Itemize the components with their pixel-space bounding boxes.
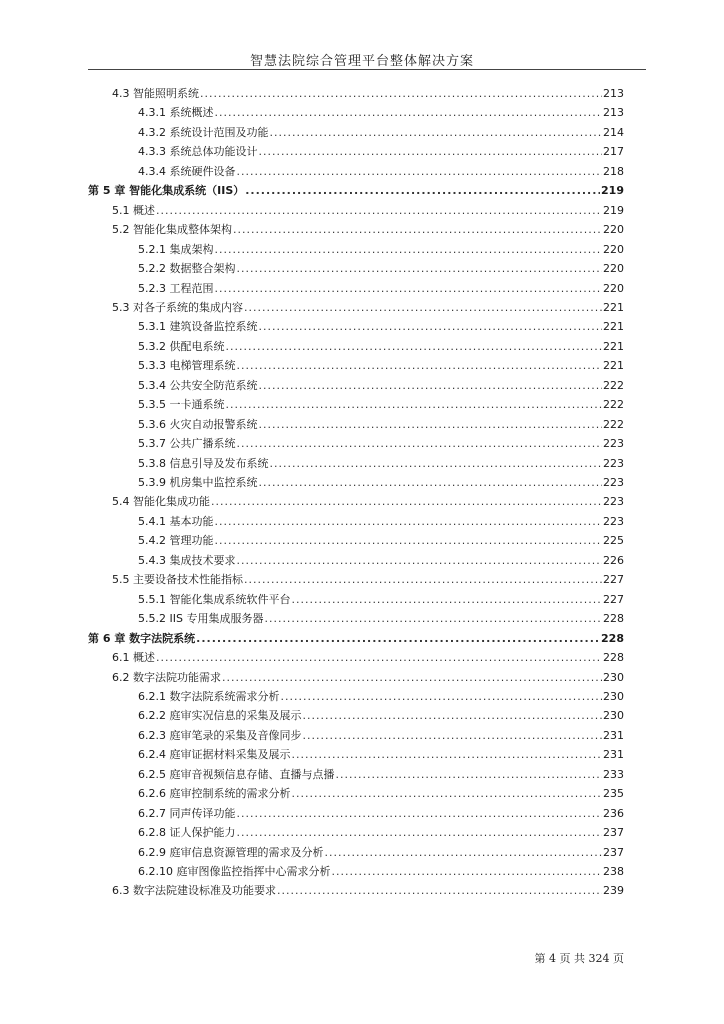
toc-entry-page: 214 (603, 126, 624, 139)
toc-entry[interactable] (88, 183, 624, 199)
toc-entry[interactable] (138, 689, 624, 705)
toc-entry-label: 5.2.2 数据整合架构 (138, 262, 236, 275)
toc-leader-dots (259, 319, 603, 335)
toc-leader-dots (237, 261, 603, 277)
toc-entry[interactable] (138, 747, 624, 763)
toc-leader-dots (200, 86, 602, 102)
toc-entry-label: 6.2.5 庭审音视频信息存储、直播与点播 (138, 768, 335, 781)
toc-entry-label: 5.4.1 基本功能 (138, 515, 214, 528)
toc-entry-label: 4.3.2 系统设计范围及功能 (138, 126, 269, 139)
toc-entry-label: 6.2.6 庭审控制系统的需求分析 (138, 787, 291, 800)
toc-entry-label: 6.2.1 数字法院系统需求分析 (138, 690, 280, 703)
toc-entry[interactable] (138, 767, 624, 783)
toc-leader-dots (237, 358, 603, 374)
toc-leader-dots (292, 747, 603, 763)
toc-entry-page: 228 (603, 651, 624, 664)
toc-entry-page: 235 (603, 787, 624, 800)
toc-entry-label: 5.3 对各子系统的集成内容 (112, 301, 243, 314)
toc-entry-page: 227 (603, 573, 624, 586)
toc-leader-dots (215, 242, 603, 258)
toc-entry[interactable] (112, 670, 624, 686)
toc-leader-dots (324, 845, 602, 861)
toc-entry-page: 219 (601, 184, 624, 197)
document-header-title: 智慧法院综合管理平台整体解决方案 (249, 54, 474, 69)
toc-entry[interactable] (138, 864, 624, 880)
toc-entry-page: 228 (601, 632, 624, 645)
toc-entry[interactable] (138, 261, 624, 277)
toc-leader-dots (270, 125, 603, 141)
toc-leader-dots (233, 222, 602, 238)
toc-entry[interactable] (138, 105, 624, 121)
toc-entry-page: 221 (603, 359, 624, 372)
toc-entry-page: 213 (603, 87, 624, 100)
toc-entry-page: 223 (603, 515, 624, 528)
toc-entry-label: 5.3.8 信息引导及发布系统 (138, 457, 269, 470)
toc-entry-label: 5.2.3 工程范围 (138, 282, 214, 295)
toc-entry[interactable] (138, 806, 624, 822)
toc-entry-page: 226 (603, 554, 624, 567)
toc-leader-dots (244, 300, 602, 316)
toc-leader-dots (259, 144, 603, 160)
toc-entry-page: 237 (603, 846, 624, 859)
toc-leader-dots (281, 689, 603, 705)
toc-entry-label: 4.3.1 系统概述 (138, 106, 214, 119)
toc-leader-dots (226, 397, 603, 413)
toc-leader-dots (156, 650, 602, 666)
toc-entry-page: 227 (603, 593, 624, 606)
toc-entry[interactable] (138, 339, 624, 355)
toc-leader-dots (226, 339, 603, 355)
toc-entry-label: 6.2.2 庭审实况信息的采集及展示 (138, 709, 302, 722)
toc-entry-page: 237 (603, 826, 624, 839)
toc-entry-label: 5.3.7 公共广播系统 (138, 437, 236, 450)
toc-entry[interactable] (112, 300, 624, 316)
toc-leader-dots (270, 456, 603, 472)
toc-entry-page: 239 (603, 884, 624, 897)
toc-entry-label: 4.3 智能照明系统 (112, 87, 199, 100)
toc-leader-dots (215, 514, 603, 530)
toc-entry[interactable] (112, 494, 624, 510)
toc-entry-page: 223 (603, 437, 624, 450)
toc-entry-page: 223 (603, 476, 624, 489)
toc-leader-dots (264, 611, 602, 627)
toc-leader-dots (211, 494, 602, 510)
toc-leader-dots (292, 592, 603, 608)
page-number-footer: 第 4 页 共 324 页 (534, 952, 624, 965)
toc-entry-page: 220 (603, 282, 624, 295)
toc-entry-label: 5.3.6 火灾自动报警系统 (138, 418, 258, 431)
toc-leader-dots (259, 475, 603, 491)
toc-entry-page: 221 (603, 340, 624, 353)
toc-entry-page: 231 (603, 729, 624, 742)
toc-entry-page: 231 (603, 748, 624, 761)
toc-entry[interactable] (138, 825, 624, 841)
toc-leader-dots (259, 417, 603, 433)
toc-leader-dots (292, 786, 603, 802)
toc-entry-label: 5.3.1 建筑设备监控系统 (138, 320, 258, 333)
toc-entry-label: 6.2.9 庭审信息资源管理的需求及分析 (138, 846, 324, 859)
toc-entry-label: 6.2.10 庭审图像监控指挥中心需求分析 (138, 865, 331, 878)
toc-leader-dots (244, 572, 602, 588)
toc-entry-label: 5.3.3 电梯管理系统 (138, 359, 236, 372)
toc-entry-label: 5.3.9 机房集中监控系统 (138, 476, 258, 489)
toc-entry[interactable] (138, 533, 624, 549)
header-rule (88, 69, 646, 70)
toc-leader-dots (237, 825, 603, 841)
toc-leader-dots (196, 631, 600, 647)
toc-leader-dots (303, 728, 603, 744)
toc-entry-label: 5.5.2 IIS 专用集成服务器 (138, 612, 264, 625)
toc-entry[interactable] (138, 514, 624, 530)
toc-entry-page: 230 (603, 690, 624, 703)
toc-entry[interactable] (88, 631, 624, 647)
toc-entry-page: 230 (603, 709, 624, 722)
toc-entry-page: 223 (603, 457, 624, 470)
toc-entry-label: 6.2.4 庭审证据材料采集及展示 (138, 748, 291, 761)
toc-entry-label: 6.2.8 证人保护能力 (138, 826, 236, 839)
toc-entry[interactable] (138, 281, 624, 297)
toc-entry-page: 221 (603, 301, 624, 314)
toc-entry-label: 4.3.4 系统硬件设备 (138, 165, 236, 178)
toc-leader-dots (335, 767, 602, 783)
toc-entry-label: 6.2 数字法院功能需求 (112, 671, 221, 684)
toc-entry[interactable] (138, 397, 624, 413)
toc-entry[interactable] (138, 456, 624, 472)
toc-leader-dots (277, 883, 602, 899)
toc-entry[interactable] (112, 222, 624, 238)
toc-leader-dots (215, 533, 603, 549)
toc-entry-page: 225 (603, 534, 624, 547)
toc-entry-label: 5.2 智能化集成整体架构 (112, 223, 232, 236)
toc-entry-page: 222 (603, 418, 624, 431)
toc-entry[interactable] (138, 592, 624, 608)
toc-entry-label: 第 5 章 智能化集成系统（IIS） (88, 184, 245, 197)
toc-entry-label: 5.1 概述 (112, 204, 155, 217)
toc-entry-label: 5.5.1 智能化集成系统软件平台 (138, 593, 291, 606)
toc-entry-label: 6.1 概述 (112, 651, 155, 664)
toc-leader-dots (156, 203, 602, 219)
toc-entry-label: 5.4.3 集成技术要求 (138, 554, 236, 567)
toc-leader-dots (303, 708, 603, 724)
toc-entry-page: 233 (603, 768, 624, 781)
toc-entry-page: 217 (603, 145, 624, 158)
toc-entry[interactable] (138, 553, 624, 569)
toc-entry-label: 6.2.3 庭审笔录的采集及音像同步 (138, 729, 302, 742)
toc-entry-page: 230 (603, 671, 624, 684)
toc-entry[interactable] (138, 125, 624, 141)
toc-entry-label: 5.3.5 一卡通系统 (138, 398, 225, 411)
toc-leader-dots (215, 281, 603, 297)
toc-entry-label: 5.4.2 管理功能 (138, 534, 214, 547)
toc-leader-dots (237, 436, 603, 452)
toc-entry[interactable] (138, 242, 624, 258)
toc-entry[interactable] (138, 708, 624, 724)
toc-entry[interactable] (138, 144, 624, 160)
toc-leader-dots (237, 553, 603, 569)
toc-entry-page: 220 (603, 262, 624, 275)
toc-entry[interactable] (112, 650, 624, 666)
toc-entry-page: 221 (603, 320, 624, 333)
toc-entry-page: 213 (603, 106, 624, 119)
toc-entry[interactable] (112, 86, 624, 102)
toc-entry-page: 238 (603, 865, 624, 878)
toc-entry-page: 218 (603, 165, 624, 178)
toc-entry-label: 5.5 主要设备技术性能指标 (112, 573, 243, 586)
toc-entry[interactable] (138, 611, 624, 627)
toc-entry-page: 220 (603, 243, 624, 256)
toc-entry-page: 222 (603, 398, 624, 411)
toc-entry[interactable] (112, 572, 624, 588)
toc-entry[interactable] (138, 417, 624, 433)
toc-entry[interactable] (138, 358, 624, 374)
toc-entry[interactable] (138, 164, 624, 180)
toc-entry[interactable] (138, 786, 624, 802)
toc-entry[interactable] (138, 436, 624, 452)
toc-leader-dots (245, 183, 600, 199)
toc-entry-page: 228 (603, 612, 624, 625)
toc-entry-page: 220 (603, 223, 624, 236)
toc-entry-page: 236 (603, 807, 624, 820)
toc-leader-dots (222, 670, 602, 686)
toc-leader-dots (237, 806, 603, 822)
toc-leader-dots (259, 378, 603, 394)
toc-entry-page: 223 (603, 495, 624, 508)
toc-entry-label: 6.2.7 同声传译功能 (138, 807, 236, 820)
toc-leader-dots (331, 864, 602, 880)
toc-entry-page: 222 (603, 379, 624, 392)
toc-entry[interactable] (138, 845, 624, 861)
toc-entry[interactable] (112, 203, 624, 219)
toc-entry[interactable] (138, 728, 624, 744)
toc-entry-label: 6.3 数字法院建设标准及功能要求 (112, 884, 276, 897)
toc-entry-label: 5.3.4 公共安全防范系统 (138, 379, 258, 392)
toc-entry-label: 第 6 章 数字法院系统 (88, 632, 196, 645)
toc-leader-dots (215, 105, 603, 121)
toc-entry-label: 5.3.2 供配电系统 (138, 340, 225, 353)
toc-entry-label: 5.2.1 集成架构 (138, 243, 214, 256)
toc-entry[interactable] (138, 378, 624, 394)
toc-entry-label: 5.4 智能化集成功能 (112, 495, 210, 508)
toc-entry[interactable] (138, 475, 624, 491)
toc-entry-label: 4.3.3 系统总体功能设计 (138, 145, 258, 158)
toc-leader-dots (237, 164, 603, 180)
toc-entry[interactable] (138, 319, 624, 335)
toc-entry-page: 219 (603, 204, 624, 217)
toc-entry[interactable] (112, 883, 624, 899)
